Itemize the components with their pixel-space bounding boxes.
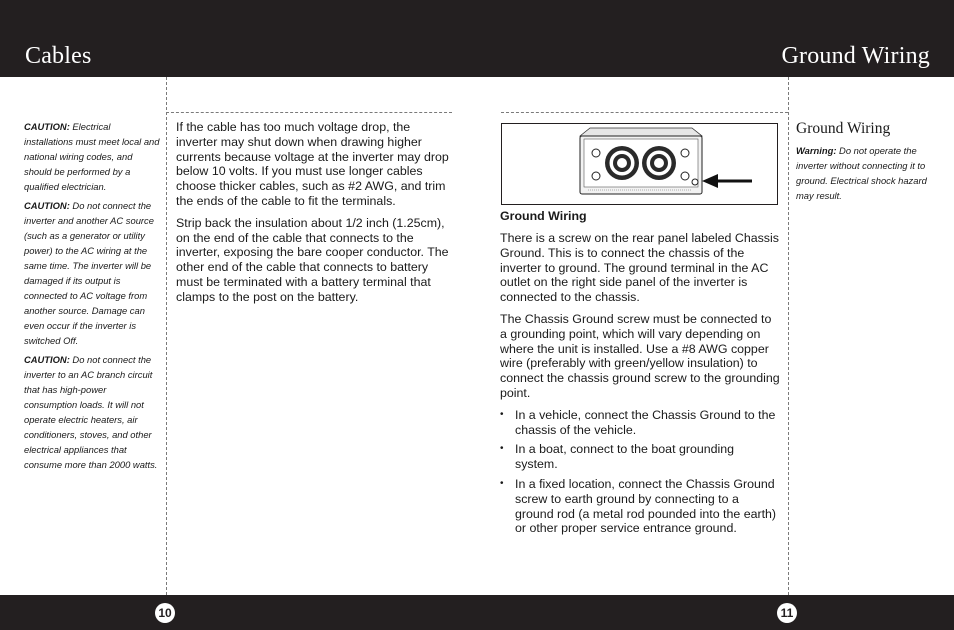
arrow-left-icon — [702, 174, 752, 188]
caution-note: CAUTION: Do not connect the inverter and another AC source (such as a generator or utility power) to the AC wiring at the same time. The inverter will be damaged if its output is connected to AC voltage from another source. Damage can even occur if the inverter is switched Off. — [24, 200, 154, 346]
page-title-left: Cables — [25, 43, 92, 69]
column-divider-left — [166, 77, 167, 595]
ground-wiring-body — [500, 209, 780, 541]
footer-band — [0, 595, 954, 630]
page-number-left: 10 — [155, 603, 175, 623]
ground-paragraph: There is a screw on the rear panel labeled Chassis Ground. This is to connect the chassis of the inverter to ground. The ground terminal in the AC outlet on the right side panel of the inverter is connected to the chassis. — [500, 231, 779, 305]
ground-bullet-list — [500, 408, 780, 536]
inverter-rear-panel-illustration — [502, 124, 777, 204]
cables-paragraph: If the cable has too much voltage drop, the inverter may shut down when drawing higher currents because voltage at the inverter may drop below 10 volts. If you must use longer cables choose thicker cables, such as #2 AWG, and trim the ends of the cable to fit the terminals. — [176, 120, 449, 208]
fan-icon — [642, 146, 676, 180]
caution-sidebar — [24, 119, 162, 476]
list-item: • In a boat, connect to the boat grounding system. — [500, 442, 780, 472]
chassis-ground-screw — [692, 179, 698, 185]
fan-icon — [605, 146, 639, 180]
cables-body — [176, 120, 453, 312]
rule-top-left — [166, 112, 452, 113]
warning-sidebar — [796, 120, 932, 203]
caution-note: CAUTION: Do not connect the inverter to an AC branch circuit that has high-power consumption loads. It will not operate electric heaters, air conditioners, stoves, and other electrical appliances that consume more than 2000 watts. — [24, 354, 158, 470]
page-title-right: Ground Wiring — [781, 43, 930, 69]
page-number-right: 11 — [777, 603, 797, 623]
column-divider-right — [788, 77, 789, 595]
list-item: • In a fixed location, connect the Chassis Ground screw to earth ground by connecting to a ground rod (a metal rod pounded into the earth) or other proper service entrance ground. — [500, 477, 780, 536]
ground-paragraph: The Chassis Ground screw must be connected to a grounding point, which will vary depending on where the unit is installed. Use a #8 AWG copper wire (preferably with green/yellow insulation) to connect the chassis ground screw to the grounding point. — [500, 311, 780, 400]
sidebar-title: Ground Wiring — [796, 120, 891, 137]
section-heading: Ground Wiring — [500, 209, 587, 223]
cables-paragraph: Strip back the insulation about 1/2 inch (1.25cm), on the end of the cable that connects to the inverter, exposing the bare cooper conductor. The other end of the cable that connects to battery must be terminated with a battery terminal that clamps to the post on the battery. — [176, 215, 449, 304]
warning-note: Warning: Do not operate the inverter without connecting it to ground. Electrical shock hazard may result. — [796, 145, 927, 201]
rule-top-right — [501, 112, 788, 113]
inverter-rear-panel-figure — [501, 123, 778, 205]
caution-note: CAUTION: Electrical installations must meet local and national wiring codes, and should be performed by a qualified electrician. — [24, 121, 160, 192]
list-item: • In a vehicle, connect the Chassis Ground to the chassis of the vehicle. — [500, 408, 780, 438]
